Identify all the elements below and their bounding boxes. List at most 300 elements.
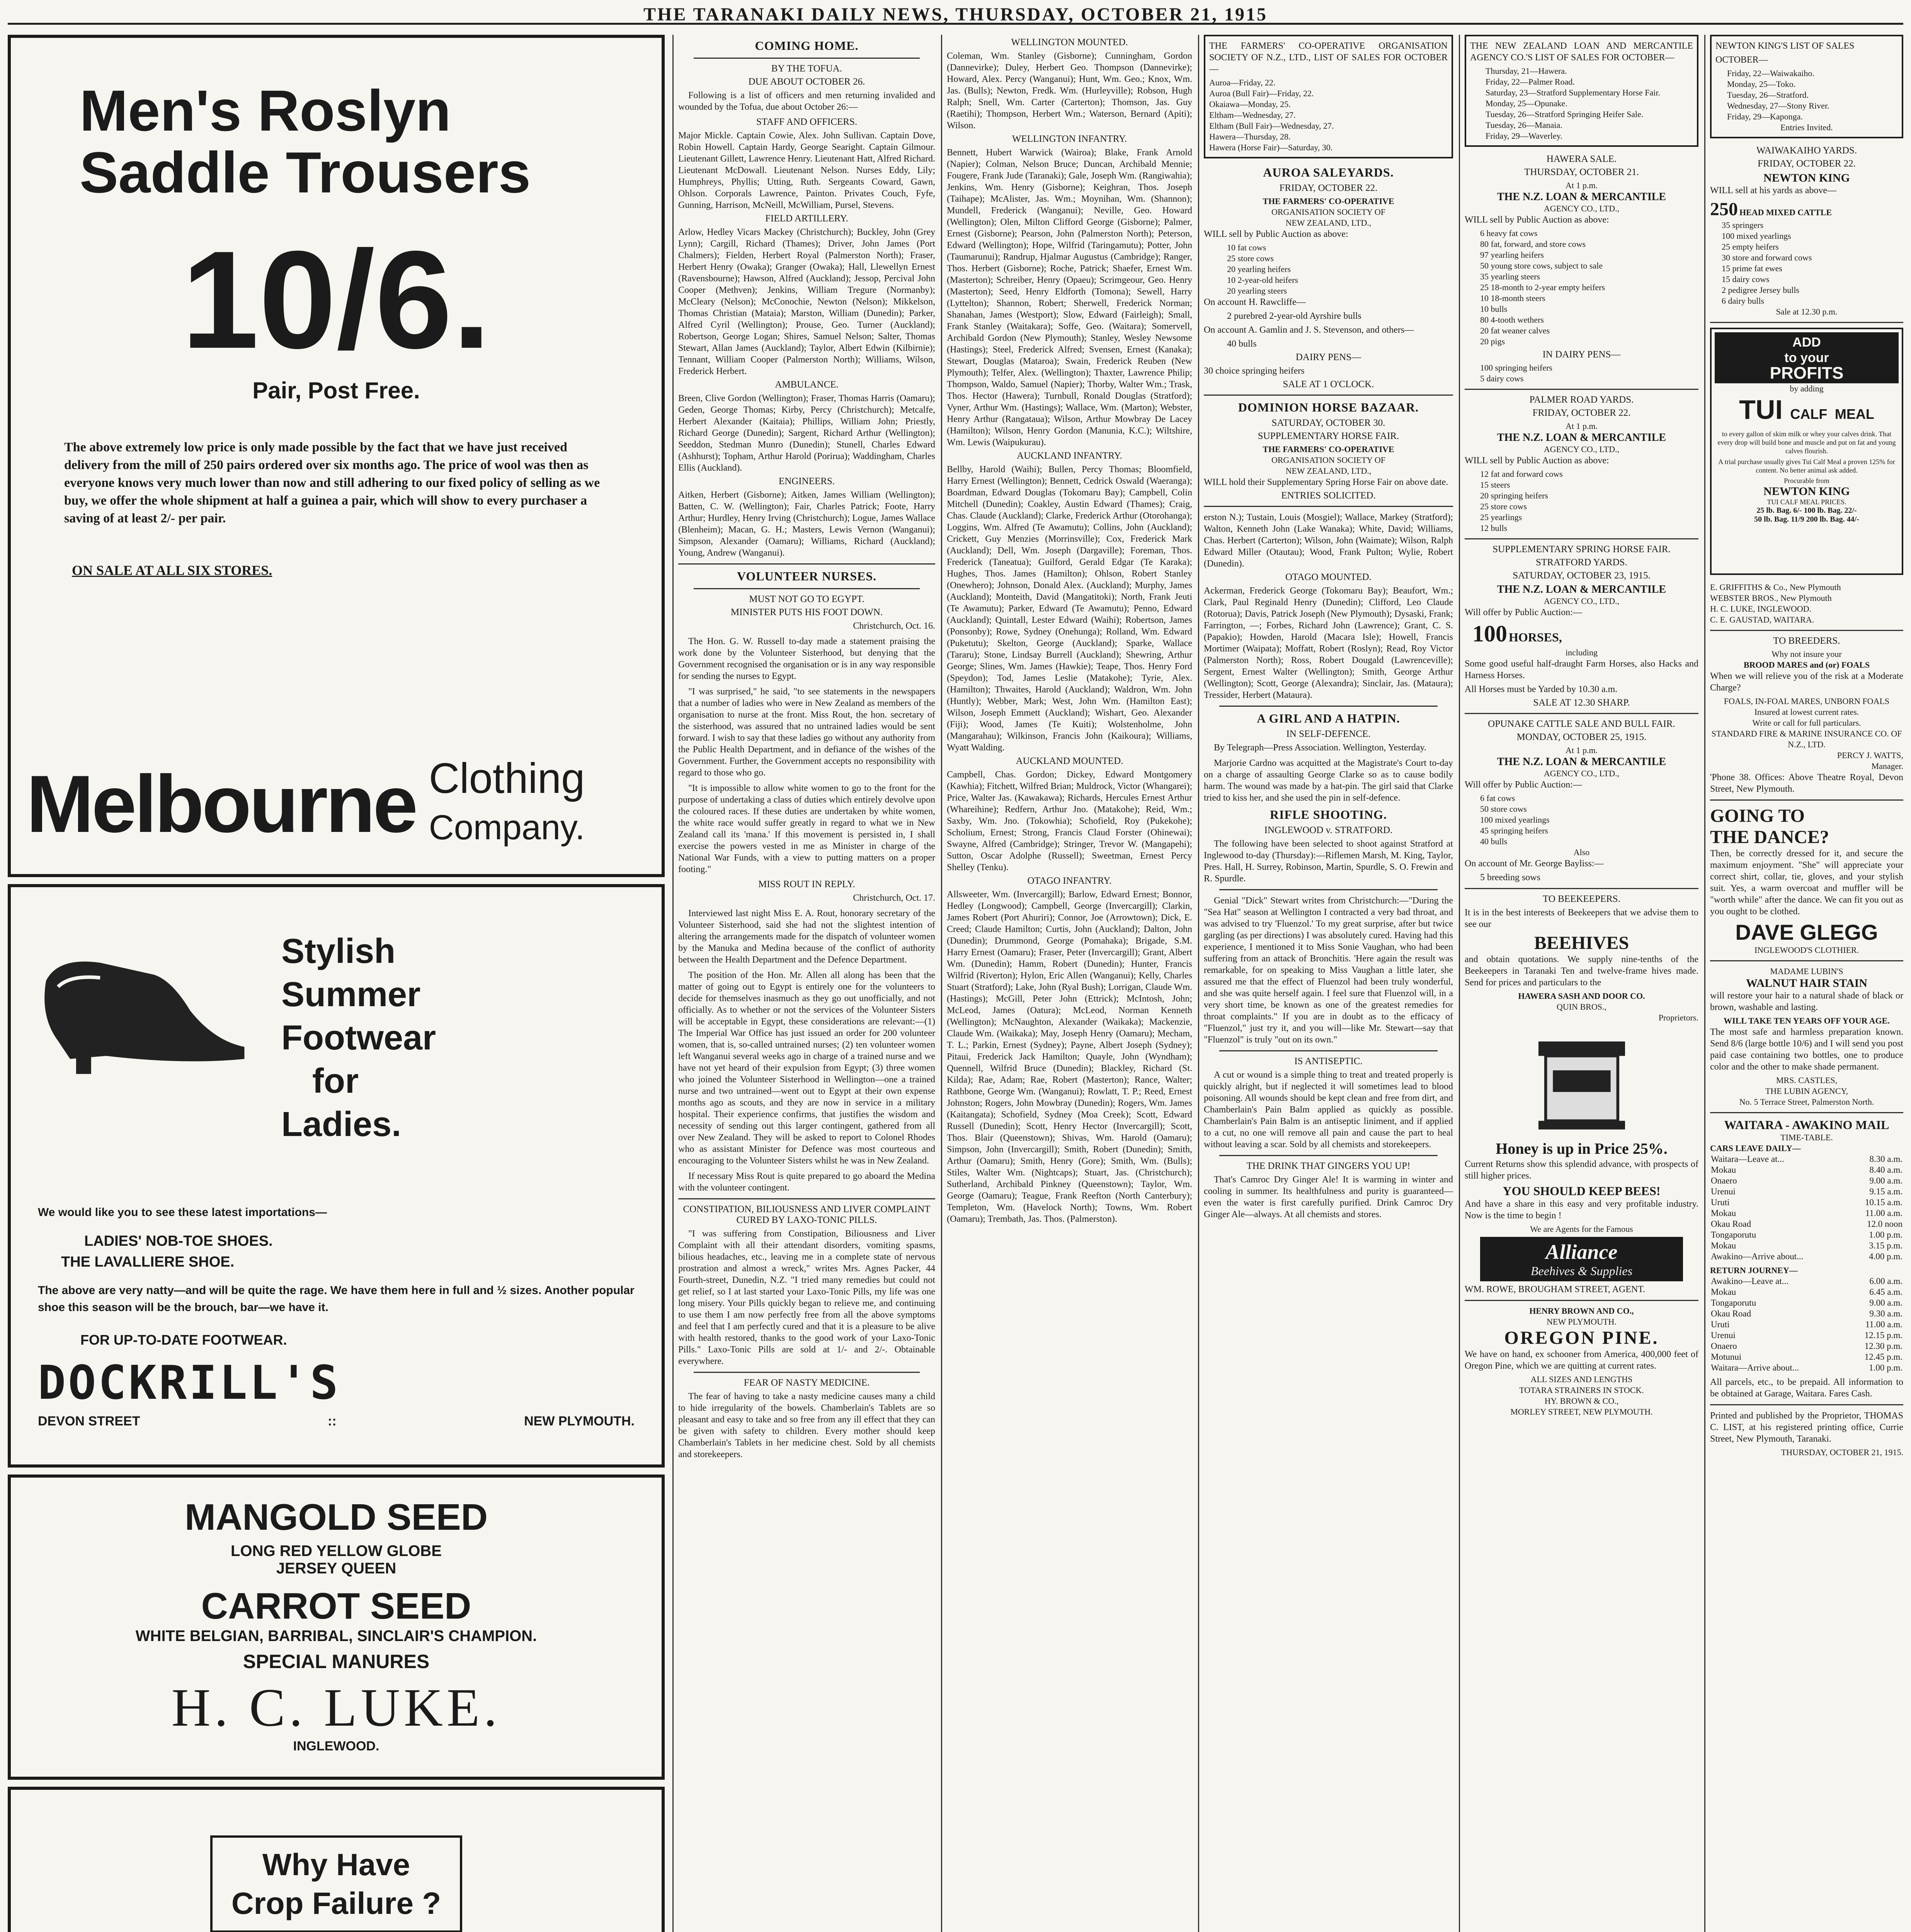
ad-heading: Footwear <box>281 1019 436 1057</box>
list-item: 12 bulls <box>1480 523 1508 533</box>
article-list: Major Mickle. Captain Cowie, Alex. John Sullivan. Captain Dove, Robin Howell. Captain Hardy, George Searight. Captain Gilmour. Lieutenant Gillett, Lawrence Henry. Lieutenant Hatt, Alfred Richard. Lieutenant McDowall. Lieutenant Nelson. Nurses Eddy, Lily; Humphreys, Phyllis; Utting, Ruth. Sergeants Coward, Gawn, Ohlson. Corporals Lawrence, Painton. Privates Couch, Fyfe, Gunning, Harrison, McNeill, McWilliam, Pursel, Stevens. <box>678 131 935 210</box>
ad-heading: OPUNAKE CATTLE SALE AND BULL FAIR. <box>1488 719 1675 729</box>
ad-text: All parcels, etc., to be prepaid. All information to be obtained at Garage, Waitara. Fares Cash. <box>1710 1377 1903 1399</box>
ad-on-sale: ON SALE AT ALL SIX STORES. <box>72 563 272 578</box>
stop-name: Uruti <box>1711 1320 1730 1329</box>
ad-text: On account H. Rawcliffe— <box>1204 297 1306 307</box>
ad-heading: TO BEEKEEPERS. <box>1543 894 1620 904</box>
list-item: Saturday, 23—Stratford Supplementary Horse Fair. <box>1486 88 1660 97</box>
stop-name: Mokau <box>1711 1208 1736 1218</box>
company: THE N.Z. LOAN & MERCANTILE <box>1497 432 1666 444</box>
article-list: Arlow, Hedley Vicars Mackey (Christchurch); Buckley, John (Grey Lynn); Cargill, Richard (Thames); Driver, John James (Port Chalmers); Fielden, Herbert Royal (Palmerston North); Fraser, Herbert Henry (Owaka); Granger (Owaka); Hall, Llewellyn Ernest (Ravensbourne); Hawson, Alfred (Auckland); Jessop, Percival John Cooper (Methven); Jenkins, William Tregure (Normanby); McCleary (Nelson); McConochie, Newton (Nelson); Mikkelson, Thomas Christian (Mataia); Marston, William (Dunedin); Parker, Alfred Cyril (Wellington); Prouse, Geo. Turner (Auckland); Robertson, George Logan; Shires, Samuel Nelson; Salter, Thomas Stewart, Allan James (Auckland); Taylor, Albert Edwin (Kilbirnie); Tennant, William Cooper (Palmerston North); Williams, Wilson, Frederick Herbert. <box>678 227 935 376</box>
list-item: 25 store cows <box>1227 253 1274 263</box>
article-paragraph: "I was surprised," he said, "to see statements in the newspapers that a number of ladies who were in New Zealand as members of the organisation to nurse at the front. Miss Rout, the hon. secretary of the sisterhood, was assured that no untrained ladies would be sent forward. I wish to say that these ladies go without any authority from the Public Health Department, and in defiance of the wishes of the Government. Further, the Government accepts no responsibility with regard to those who go. <box>678 687 935 778</box>
ad-heading: DOMINION HORSE BAZAAR. <box>1238 400 1419 414</box>
ad-text: 2 purebred 2-year-old Ayrshire bulls <box>1227 311 1361 321</box>
article-title: CONSTIPATION, BILIOUSNESS AND LIVER COMPLAINT CURED BY LAXO-TONIC PILLS. <box>683 1204 931 1225</box>
list-item: 100 mixed yearlings <box>1480 815 1550 825</box>
ad-text: And have a share in this easy and very profitable industry. Now is the time to begin ! <box>1465 1199 1698 1221</box>
ad-text: WILL sell by Public Auction as above: <box>1204 229 1348 239</box>
ad-text: On account of Mr. George Bayliss:— <box>1465 859 1604 869</box>
stop-time: 12.30 p.m. <box>1864 1341 1902 1351</box>
ad-text: Procurable from <box>1784 477 1829 485</box>
ad-text: TUI CALF MEAL PRICES. <box>1767 498 1846 506</box>
article-paragraph: Following is a list of officers and men returning invalided and wounded by the Tofua, due about October 26:— <box>678 90 935 112</box>
timetable-row <box>1710 1330 1903 1341</box>
list-item: Monday, 25—Toko. <box>1727 79 1796 89</box>
list-item: Friday, 22—Palmer Road. <box>1486 77 1575 87</box>
horse-count: 100 <box>1472 621 1507 646</box>
list-item: Auroa (Bull Fair)—Friday, 22. <box>1209 88 1314 98</box>
list-item: Tuesday, 26—Manaia. <box>1486 120 1562 130</box>
company: Manager. <box>1871 761 1903 771</box>
cattle-count: 250 <box>1710 199 1738 219</box>
company: NEWTON KING <box>1763 172 1850 184</box>
list-item: 25 store cows <box>1480 502 1527 511</box>
article-paragraph: If necessary Miss Rout is quite prepared to go aboard the Medina with the volunteer contingent. <box>678 1171 935 1193</box>
ad-text: Insured at lowest current rates. <box>1754 707 1859 717</box>
ad-question: Crop Failure ? <box>231 1886 441 1920</box>
store-name-2: Clothing <box>429 755 585 802</box>
ad-text: We would like you to see these latest importations— <box>38 1206 327 1219</box>
company: HY. BROWN & CO., <box>1544 1396 1619 1406</box>
company: MRS. CASTLES, <box>1776 1075 1838 1085</box>
masthead-title: THE TARANAKI DAILY NEWS, THURSDAY, OCTOBER 21, 1915 <box>643 4 1268 25</box>
list-item: 6 fat cows <box>1480 793 1515 803</box>
list-item: 100 springing heifers <box>1480 363 1552 372</box>
ad-date: FRIDAY, OCTOBER 22. <box>1532 408 1631 418</box>
list-item: 2 pedigree Jersey bulls <box>1722 285 1799 295</box>
list-item: 50 young store cows, subject to sale <box>1480 261 1603 270</box>
list-item: Friday, 29—Kaponga. <box>1727 112 1803 121</box>
ad-date: THURSDAY, OCTOBER 21. <box>1524 167 1639 177</box>
list-item: 35 yearling steers <box>1480 272 1540 281</box>
ad-text: Also <box>1573 847 1590 857</box>
article-list: Ackerman, Frederick George (Tokomaru Bay); Beaufort, Wm.; Clark, Paul Reginald Henry (Dunedin); Clifford, Leo Claude (Rotorua); Davis, Patrick Joseph (New Plymouth); Dysaski, Frank; Farrington, —; Forbes, Richard John (Lawrence); Grant, C. S. (Papakio); Howden, Harold (Macara Isle); Howell, Francis Mortimer (Waipata); Moffatt, Robert (Roslyn); Read, Roy Victor (Palmerston North); Ross, Robert Dougald (Lawrenceville); Sergent, Ernest Walter (Wellington); Smith, George Arthur (Wellington); Scott, George (Alexandra); Sinclair, Jas. (Mataura); Tressider, Herbert (Mataura). <box>1204 586 1453 700</box>
article-list: Bellby, Harold (Waihi); Bullen, Percy Thomas; Bloomfield, Harry Ernest (Wellington); Bennett, Cedrick Oswald (Waeranga); Boardman, Edward Douglas (Tokomaru Bay); Campbell, Colin Mitchell (Dunedin); Coakley, Austin Edward (Thames); Craig, Chas. Claude (Auckland); Clarke, Frederick Arthur (Otorohanga); Loggins, Wm. Alfred (Te Awamutu); Collins, John (Auckland); Crickett, Guy Menzies (Morrinsville); Cox, Frederick Mark (Auckland); Dell, Wm. Joseph (Dargaville); Foreman, Thos. Frederick (Taneatua); Guilford, Gerald Edgar (Te Karaka); Hughes, Thos. James (Hamilton); Ohlson, Robert Stanley (Onewhero); Johnson, Donald Alex. (Auckland); Murphy, James (Auckland); Monteith, David (Mangatitoki); North, Frank Jeuti (Te Awamutu); Parker, Edward (Te Awamutu); Penno, Edward (Auckland); Quintall, Lester Edward (Waihi); Robertson, James (Ponsonby); Rowe, Sydney (Onehunga); Rolland, Wm. Edward (Puketutu); Skelton, George (Auckland); Sparke, Wallace (Tararu); Stone, Lindsay Burrell (Auckland); Shewring, Arthur George; Slines, Wm. James (Hawkie); Teape, Thos. Henry Ford (Speydon); Tod, James Leslie (Matakohe); Tyrie, Alex. (Hamilton); Thwaites, Harold (Auckland); Waldron, Wm. John (Huntly); Webber, Mark; West, John Wm. (Hamilton East); Wilson, Joseph Emmett (Auckland); Wishart, Geo. Alexander (Fiji); Wood, James (Te Kuiti); Wolstenholme, John (Mangarahau); Wilkinson, Francis John (Kaikoura); Williams, Wyatt Walding. <box>947 464 1192 753</box>
list-item: Hawera (Horse Fair)—Saturday, 30. <box>1209 143 1333 152</box>
column-rule <box>1459 35 1460 1932</box>
timetable-row <box>1710 1175 1903 1186</box>
ad-text: Why not insure your <box>1771 649 1842 659</box>
article-paragraph: The fear of having to take a nasty medicine causes many a child to hide irregularity of the bowels. Chamberlain's Tablets are so pleasant and easy to take and so free from any ill effect that they can be given with safety to children. Every mother should keep Chamberlain's Tablets in her medicine chest. Sold by all chemists and storekeepers. <box>678 1391 935 1459</box>
list-item: 10 2-year-old heifers <box>1227 275 1298 285</box>
article-paragraph: The position of the Hon. Mr. Allen all along has been that the matter of going out to Egypt is entirely one for the volunteers to decide for themselves inasmuch as they go out unofficially, and not officially. As to whether or not the services of the Volunteer Sisters will be acceptable in Egypt, these considerations are relevant:—(1) The Imperial War Office has just issued an order for 200 volunteer women, that is, so-called untrained nurses; (2) ten volunteer women left Wanganui several weeks ago in charge of a trained nurse and we have not yet heard of their expulsion from Egypt; (3) three women who joined the Volunteer Sisterhood in Wellington—one a trained nurse and two untrained—went out to Egypt at their own expense months ago as scouts, and they are now in service in a military hospital. Their experience confirms, that justifies the wisdom and necessity of sending out this larger contingent, gathered from all over New Zealand. They will be asked to report to Colonel Rhodes who as assistant Minister for Defence was most courteous and encouraging to the Volunteer Sisters whilst he was in New Zealand. <box>678 970 935 1166</box>
ad-heading: GOING TO <box>1710 806 1805 826</box>
store-name: DOCKRILL'S <box>38 1356 340 1410</box>
column-5 <box>1465 35 1698 1932</box>
store-street: DEVON STREET <box>38 1414 140 1429</box>
luke-seed-ad <box>8 1475 665 1780</box>
store-name: Melbourne <box>26 759 416 849</box>
stop-time: 9.15 a.m. <box>1869 1187 1902 1196</box>
company: THE N.Z. LOAN & MERCANTILE <box>1497 583 1666 595</box>
shoe-illustration <box>34 941 250 1080</box>
stop-time: 3.15 p.m. <box>1869 1241 1902 1250</box>
ad-text: 40 bulls <box>1227 339 1257 349</box>
ad-heading: Summer <box>281 975 421 1014</box>
list-item: 25 yearlings <box>1480 512 1522 522</box>
stop-time: 1.00 p.m. <box>1869 1363 1902 1372</box>
company: HENRY BROWN AND CO., <box>1529 1306 1634 1316</box>
timetable-row <box>1710 1298 1903 1308</box>
ad-date: SATURDAY, OCTOBER 30. <box>1271 418 1385 428</box>
timetable-row <box>1710 1276 1903 1287</box>
ad-text: TOTARA STRAINERS IN STOCK. <box>1519 1385 1644 1395</box>
stop-time: 1.00 p.m. <box>1869 1230 1902 1240</box>
ad-date: SATURDAY, OCTOBER 23, 1915. <box>1513 570 1651 581</box>
article-subtitle: MUST NOT GO TO EGYPT. <box>749 594 864 604</box>
timetable-row <box>1710 1308 1903 1319</box>
stop-name: Waitara—Leave at... <box>1711 1154 1784 1164</box>
list-item: Tuesday, 26—Stratford Springing Heifer Sale. <box>1486 109 1644 119</box>
ad-text: including <box>1565 648 1598 657</box>
ad-text: CARS LEAVE DAILY— <box>1710 1143 1801 1153</box>
ad-text: We are Agents for the Famous <box>1530 1224 1633 1234</box>
dateline: Christchurch, Oct. 17. <box>853 893 935 903</box>
section-heading: WELLINGTON INFANTRY. <box>1012 134 1127 144</box>
list-item: 80 4-tooth wethers <box>1480 315 1544 325</box>
ad-tag: FOR UP-TO-DATE FOOTWEAR. <box>80 1332 287 1348</box>
brand-name: Beehives & Supplies <box>1530 1264 1633 1278</box>
article-paragraph: Genial "Dick" Stewart writes from Christchurch:—"During the "Sea Hat" season at Wellington I contracted a very bad throat, and was advised to try 'Fluenzol.' To my great surprise, after but twice gargling (as per directions) I was absolutely cured. Having had this experience, I mentioned it to Miss Sonie Vaughan, who had been suffering from an attack of Bronchitis. 'Here again the result was remarkable, for on speaking to Miss Vaughan a little later, she assured me that the effect of Fluenzol had been truly wonderful, and she was quite herself again. I feel sure that Fluenzol will, in a very short time, be known as one of the greatest remedies for throat complaints." If you are in doubt as to the efficacy of "Fluenzol," just try it, and you will—like Mr. Stewart—say that "Fluenzol" is truly "out on its own." <box>1204 896 1453 1045</box>
timetable-row <box>1710 1197 1903 1208</box>
store-name: H. C. LUKE. <box>171 1678 501 1738</box>
ad-text: and obtain quotations. We supply nine-tenths of the Beekeepers in Taranaki Ten and twelve-frame hives made. Send for prices and particulars to the <box>1465 954 1698 988</box>
ad-heading: BROOD MARES and (or) FOALS <box>1743 660 1870 670</box>
ad-heading: for <box>312 1062 359 1100</box>
ad-heading: WILL TAKE TEN YEARS OFF YOUR AGE. <box>1724 1016 1890 1026</box>
stop-name: Mokau <box>1711 1165 1736 1175</box>
stop-name: Tongaporutu <box>1711 1230 1756 1240</box>
company: STANDARD FIRE & MARINE INSURANCE CO. OF N.Z., LTD. <box>1711 729 1902 749</box>
ad-text: A trial purchase usually gives Tui Calf Meal a proven 125% for content. No better animal ask added. <box>1718 458 1895 474</box>
company: ORGANISATION SOCIETY OF <box>1271 455 1385 465</box>
section-heading: AMBULANCE. <box>775 379 839 390</box>
stop-name: Awakino—Leave at... <box>1711 1276 1788 1286</box>
company: THE FARMERS' CO-OPERATIVE <box>1263 196 1394 206</box>
stop-time: 9.30 a.m. <box>1869 1309 1902 1318</box>
stop-time: 12.45 p.m. <box>1864 1352 1902 1362</box>
ad-text: 5 breeding sows <box>1480 872 1540 883</box>
stop-time: 10.15 a.m. <box>1865 1197 1902 1207</box>
dateline: Christchurch, Oct. 16. <box>853 621 935 631</box>
article-list: Breen, Clive Gordon (Wellington); Fraser, Thomas Harris (Oamaru); Geden, George Thomas; Kirby, Percy (Christchurch); Metcalfe, Herbert Alexander (Kaitaia); Phillips, William John; Priestly, Richard George (Dunedin); Sargent, Richard Arthur (Wellington); Seeddon, Stedman Munro (Dunedin); Stunell, Charles Edward (Ashhurst); Topham, Arthur Harold (Porirua); Waddingham, Charles Ellis (Auckland). <box>678 393 935 473</box>
article-title: VOLUNTEER NURSES. <box>737 569 877 583</box>
ad-heading: Honey is up in Price 25%. <box>1496 1140 1668 1157</box>
agent-line: E. GRIFFITHS & Co., New Plymouth <box>1710 582 1841 592</box>
ad-heading: HAWERA SALE. <box>1546 154 1617 164</box>
list-item: 6 dairy bulls <box>1722 296 1764 306</box>
timetable-row <box>1710 1230 1903 1240</box>
column-rule <box>941 35 942 1932</box>
dateline: By Telegraph—Press Association. Wellington, Yesterday. <box>1214 743 1426 753</box>
timetable-row <box>1710 1352 1903 1362</box>
company: MORLEY STREET, NEW PLYMOUTH. <box>1510 1407 1653 1417</box>
company: NEW PLYMOUTH. <box>1547 1317 1617 1327</box>
brand-name: Alliance <box>1545 1240 1618 1264</box>
list-item: 20 yearling steers <box>1227 286 1287 296</box>
masthead-rule <box>8 23 1903 25</box>
ad-subheading: LONG RED YELLOW GLOBE <box>231 1543 442 1560</box>
stop-name: Mokau <box>1711 1241 1736 1250</box>
ad-question: Why Have <box>262 1847 410 1882</box>
stop-name: Urenui <box>1711 1330 1736 1340</box>
article-paragraph: "I was suffering from Constipation, Biliousness and Liver Complaint with all their attendant disorders, vomiting spasms, bilious headaches, etc., leaving me in a complete state of nervous prostration and almost a wreck," writes Mrs. Agnes Packer, 44 Fourth-street, Dunedin, N.Z. "I tried many remedies but could not get relief, so I at last started your Laxo-Tonic Pills, my life was one long misery. Your Pills quickly began to relieve me, and continuing to use them I am now perfectly free from all the above symptoms and feel that I am perfectly cured and that it is a pleasure to be alive with health restored, thanks to the good work of your Laxo-Tonic Pills." Laxo-Tonic Pills are sold at 1/- and 2/-. Obtainable everywhere. <box>678 1229 935 1366</box>
article-list: erston N.); Tustain, Louis (Mosgiel); Wallace, Markey (Stratford); Walton, Kenneth John (Lake Wanaka); White, David; Williams, Chas. Herbert (Carterton); Wilson, John (Waimate); Wilson, Ralph Edward Miller (Otautau); Wood, Frank Pulton; Wylie, Robert (Dunedin). <box>1204 512 1453 569</box>
article-paragraph: "It is impossible to allow white women to go to the front for the purpose of undertaking a class of duties which entirely devolve upon the coloured races. If these duties are undertaken by white women, the white race would suffer greatly in regard to what we in New Zealand call its 'mana.' If this movement is persisted in, I shall exercise the powers vested in me as Minister in charge of the National War Funds, with a view to putting matters on a proper footing." <box>678 783 935 874</box>
ad-text: ALL SIZES AND LENGTHS <box>1530 1374 1633 1384</box>
masthead <box>0 0 1911 27</box>
stop-time: 12.15 p.m. <box>1864 1330 1902 1340</box>
ad-text: The above are very natty—and will be quite the rage. We have them here in full and ½ sizes. Another popular shoe this season will be the brouch, bar—we have it. <box>38 1284 635 1314</box>
list-item: 50 store cows <box>1480 804 1527 814</box>
ad-subheading: TIME-TABLE. <box>1780 1133 1833 1142</box>
company: AGENCY CO., LTD., <box>1543 596 1620 606</box>
ad-heading: MADAME LUBIN'S <box>1770 966 1843 976</box>
beehive-icon <box>1508 1027 1655 1135</box>
sales-list <box>1209 77 1448 153</box>
column-rule <box>672 35 674 1932</box>
ad-heading: TO BREEDERS. <box>1773 636 1840 646</box>
agent-line: H. C. LUKE, INGLEWOOD. <box>1710 604 1812 614</box>
ad-date: FRIDAY, OCTOBER 22. <box>1758 158 1856 169</box>
ad-heading: BEEHIVES <box>1534 933 1629 953</box>
list-item: 10 bulls <box>1480 304 1508 314</box>
price-line: 25 lb. Bag. 6/- 100 lb. Bag. 22/- <box>1756 506 1857 515</box>
company: NEWTON KING <box>1763 485 1850 498</box>
article-list: Bennett, Hubert Warwick (Wairoa); Blake, Frank Arnold (Napier); Colman, Nelson Bruce; Duncan, Archibald Mennie; Fougere, Frank Jude (Taranaki); Gale, Joseph Wm. (Rangiwahia); Jenkins, Wm. Henry (Gisborne); Keighran, Thos. Joseph (Taihape); McAlister, Jas. Wm.; Moynihan, Wm. (Shannon); Mundell, Frederick (Wanganui); Neville, Geo. Howard (Wellington); Olen, Milton Clifford George (Gisborne); Palmer, Ernest (Gisborne); Pearson, John (Palmerston North); Peterson, Edward (Wellington); Hope, Wilfrid (Taringamutu); Potter, John (Taumarunui); Randrup, Hjalmar Augustus (Cambridge); Ranger, Thos. Herbert (Gisborne); Roche, Patrick; Shaefer, Ernest Wm. (Masterton); Schreiber, Henry (Opaeu); Scrimgeour, Geo. Henry (Masterton); Seed, Henry Eldforth (Tomona); Sewell, Harry (Lyttelton); Shannon, Robert; Sherwell, Frederick Norman; Shanahan, James (Westport); Slow, Edward (Fairleigh); Small, Frank Stanley (Waitakara); Soffe, Geo. (Waitara); Somervell, Archibald Gordon (New Plymouth); Stanley, Wesley Newsome (Hastings); Steel, Frederick Alfred; Svensen, Ernest (Kanaka); Stewart, Douglas (Mataroa); Swain, Frederick Reuben (New Plymouth); Telfer, Alex. (Wellington); Thaxter, Lawrence Philip; Thompson, Waldo, Samuel (Napier); Thorby, Walter Wm.; Trask, Thos. Hector (Hawera); Turnbull, Ronald Douglas (Stratford); Vyner, Arthur Wm. (Hastings); Wallace, Wm. (Marton); Webster, Henry Arthur (Rangataua); Wilson, Arthur Mowbray De Lacey (Hamilton); Wilson, Henry Gordon (Manunia, K.C.); Wiltshire, Wm. Lewis (Waipukurau). <box>947 148 1192 447</box>
section-heading: WELLINGTON MOUNTED. <box>1011 37 1128 48</box>
stop-time: 9.00 a.m. <box>1869 1176 1902 1185</box>
article-list: Campbell, Chas. Gordon; Dickey, Edward Montgomery (Kawhia); Fitchett, Wilfred Brian; Muldrock, Victor (Whangarei); Price, Walter Jas. (Kawakawa); Richards, Hercules Ernest Arthur (Whareihine); Redfern, Arthur Jno. (Matakohe); Reid, Wm.; Saxby, Wm. Jno. (Tokowhia); Schofield, Roy (Pukekohe); Scholium, Ernest; Strong, Francis Claud Forster (Ohinewai); Swayne, Alfred (Cambridge); Stringer, Trevor W. (Mangapehi); Sutton, Oscar Adolphe (Russell); Sweetman, Ernest Percy Shelley (Tenku). <box>947 770 1192 872</box>
sale-time: SALE AT 12.30 SHARP. <box>1533 697 1630 708</box>
stop-time: 9.00 a.m. <box>1869 1298 1902 1308</box>
ad-heading: OREGON PINE. <box>1504 1328 1659 1348</box>
roslyn-trousers-ad <box>8 35 665 877</box>
ad-heading: PALMER ROAD YARDS. <box>1529 395 1634 405</box>
ad-text: WILL sell by Public Auction as above: <box>1465 456 1609 466</box>
column-1 <box>8 35 665 1932</box>
list-item: Auroa—Friday, 22. <box>1209 78 1276 87</box>
timetable-row <box>1710 1186 1903 1197</box>
ad-heading: YOU SHOULD KEEP BEES! <box>1503 1184 1661 1198</box>
article-paragraph: Interviewed last night Miss E. A. Rout, honorary secretary of the Volunteer Sisterhood, said she had not the slightest intention of altering the arrangements made for the dispatch of volunteer women by the Manuka and Medina because of the conflict of authority between the Health Department and the Defence Department. <box>678 908 935 965</box>
ad-heading: AUROA SALEYARDS. <box>1263 165 1394 179</box>
list-item: Okaiawa—Monday, 25. <box>1209 99 1291 109</box>
stop-time: 6.45 a.m. <box>1869 1287 1902 1297</box>
list-item: 20 pigs <box>1480 337 1505 346</box>
webster-suttons-ad <box>8 1787 665 1932</box>
article-paragraph: The following have been selected to shoot against Stratford at Inglewood to-day (Thursday):—Riflemen Marsh, M. King, Taylor, Pres. Hall, H. Surrey, Robinson, Martin, Spurdle, S. O. Frewin and R. Spurdle. <box>1204 839 1453 884</box>
ad-subheading: SPECIAL MANURES <box>243 1651 430 1672</box>
list-item: Tuesday, 26—Stratford. <box>1727 90 1809 100</box>
stock-list <box>1227 242 1453 296</box>
ad-text: Entries Invited. <box>1780 122 1833 132</box>
stop-name: Mokau <box>1711 1287 1736 1297</box>
article-list: Coleman, Wm. Stanley (Gisborne); Cunningham, Gordon (Dannevirke); Duley, Herbert Geo. Thompson (Dannevirke); Howard, Alex. Percy (Wanganui); Hunt, Wm. Geo.; Knox, Wm. Jas. (Bulls); Newton, Fredk. Wm. (Hurleyville); Robson, Hugh Ralph; Snell, Wm. Carter (Carterton); Thomson, Jas. Guy (Raetihi); Thompson, Herbert Wm.; Waterson, Bernard (Apiti); Wilson. <box>947 51 1192 131</box>
article-title: A GIRL AND A HATPIN. <box>1257 711 1400 725</box>
company: AGENCY CO., LTD., <box>1543 204 1620 213</box>
stop-name: Awakino—Arrive about... <box>1711 1252 1804 1261</box>
ad-text: All Horses must be Yarded by 10.30 a.m. <box>1465 684 1618 694</box>
section-heading: FIELD ARTILLERY. <box>765 213 848 224</box>
column-4 <box>1204 35 1453 1932</box>
timetable-row <box>1710 1251 1903 1262</box>
company: THE N.Z. LOAN & MERCANTILE <box>1497 191 1666 203</box>
article-paragraph: Marjorie Cardno was acquitted at the Magistrate's Court to-day on a charge of assaulting George Clarke so as to cause bodily harm. The wound was made by a hat-pin. The girl said that Clarke tried to kiss her, and she used the pin in self-defence. <box>1204 758 1453 803</box>
article-title: FEAR OF NASTY MEDICINE. <box>744 1378 870 1388</box>
ad-text: WM. ROWE, BROUGHAM STREET, AGENT. <box>1465 1284 1646 1294</box>
imprint-date: THURSDAY, OCTOBER 21, 1915. <box>1781 1447 1903 1457</box>
column-rule <box>1704 35 1705 1932</box>
list-item: 20 springing heifers <box>1480 491 1548 500</box>
list-item: 40 bulls <box>1480 837 1508 846</box>
ad-heading: PROFITS <box>1770 364 1844 383</box>
ad-subheading: STRATFORD YARDS. <box>1536 557 1627 568</box>
column-rule <box>1198 35 1199 1932</box>
article-title: RIFLE SHOOTING. <box>1269 808 1387 821</box>
alliance-banner <box>1480 1237 1683 1281</box>
list-item: 10 fat cows <box>1227 243 1266 252</box>
timetable-row <box>1710 1219 1903 1230</box>
company: HAWERA SASH AND DOOR CO. <box>1518 991 1645 1001</box>
ad-text: Current Returns show this splendid advance, with prospects of still higher prices. <box>1465 1159 1698 1181</box>
stop-name: Motunui <box>1711 1352 1742 1362</box>
list-item: 80 fat, forward, and store cows <box>1480 239 1586 249</box>
price-line: 50 lb. Bag. 11/9 200 lb. Bag. 44/- <box>1754 515 1859 524</box>
list-item: Monday, 25—Opunake. <box>1486 99 1567 108</box>
list-item: 97 yearling heifers <box>1480 250 1544 260</box>
timetable-outbound <box>1710 1154 1903 1262</box>
imprint: Printed and published by the Proprietor, THOMAS C. LIST, at his registered printing office, Currie Street, New Plymouth, Taranaki. <box>1710 1411 1903 1444</box>
stock-list <box>1480 362 1698 384</box>
ad-text: will restore your hair to a natural shade of black or brown, washable and lasting. <box>1710 991 1903 1012</box>
stop-time: 8.40 a.m. <box>1869 1165 1902 1175</box>
ad-heading: THE FARMERS' CO-OPERATIVE ORGANISATION SOCIETY OF N.Z., LTD., LIST OF SALES FOR OCTOBER— <box>1209 41 1448 74</box>
sales-list <box>1486 66 1693 141</box>
timetable-row <box>1710 1165 1903 1175</box>
agent-line: C. E. GAUSTAD, WAITARA. <box>1710 615 1814 624</box>
timetable-row <box>1710 1362 1903 1373</box>
ad-heading: NEWTON KING'S LIST OF SALES <box>1715 41 1855 51</box>
company: AGENCY CO., LTD., <box>1543 769 1620 778</box>
column-2 <box>678 35 935 1932</box>
article-subtitle: INGLEWOOD v. STRATFORD. <box>1264 825 1393 835</box>
list-item: 35 springers <box>1722 220 1764 230</box>
ad-text: Will offer by Public Auction:— <box>1465 780 1582 790</box>
sale-time: SALE AT 1 O'CLOCK. <box>1283 379 1374 389</box>
timetable-row <box>1710 1208 1903 1219</box>
ad-item: THE LAVALLIERE SHOE. <box>61 1254 235 1270</box>
article-title: COMING HOME. <box>755 39 859 53</box>
stop-time: 4.00 p.m. <box>1869 1252 1902 1261</box>
brand-name: TUI <box>1739 395 1783 425</box>
company: THE N.Z. LOAN & MERCANTILE <box>1497 756 1666 768</box>
ad-subheading: SUPPLEMENTARY HORSE FAIR. <box>1258 431 1399 441</box>
stock-list <box>1722 220 1903 306</box>
store-name: DAVE GLEGG <box>1735 920 1878 944</box>
brand-name: CALF <box>1790 406 1828 422</box>
separator: :: <box>327 1414 337 1429</box>
ad-body: The above extremely low price is only made possible by the fact that we have just received delivery from the mill of 250 pairs ordered over six months ago. The price of wool was then as everyone knows very much lower than now and still adhering to our fixed policy of selling as we buy, we offer the whole shipment at half a guinea a pair, which will show to every purchaser a saving of at least 2/- per pair. <box>64 440 600 526</box>
ad-subheading: DAIRY PENS— <box>1295 352 1361 362</box>
ad-text: Some good useful half-draught Farm Horses, also Hacks and Harness Horses. <box>1465 659 1698 680</box>
section-heading: AUCKLAND INFANTRY. <box>1017 451 1122 461</box>
list-item: 12 fat and forward cows <box>1480 469 1563 479</box>
ad-heading: WALNUT HAIR STAIN <box>1746 977 1867 990</box>
list-item: 6 heavy fat cows <box>1480 228 1538 238</box>
ad-subheading: ENTRIES SOLICITED. <box>1281 490 1376 501</box>
ad-text: We have on hand, ex schooner from America, 400,000 feet of Oregon Pine, which we are quitting at current rates. <box>1465 1349 1698 1371</box>
tui-calf-meal-ad <box>1710 328 1903 575</box>
section-heading: ENGINEERS. <box>778 476 835 486</box>
section-heading: STAFF AND OFFICERS. <box>756 117 858 127</box>
ad-text: The most safe and harmless preparation known. Send 8/6 (large bottle 10/6) and I will send you post paid case containing two bottles, one to produce color and the other to make shade permanent. <box>1710 1027 1903 1072</box>
ad-heading: ADD <box>1792 335 1821 350</box>
ad-subheading: JERSEY QUEEN <box>276 1560 396 1577</box>
nzloan-sales-list <box>1465 35 1698 147</box>
ad-heading: Stylish <box>281 932 396 971</box>
article-paragraph: The Hon. G. W. Russell to-day made a statement praising the work done by the Volunteer Sisterhood, but denying that the Government recognised the organisation or is in any way responsible for sending the nurses to Egypt. <box>678 636 935 681</box>
ad-date: FRIDAY, OCTOBER 22. <box>1279 183 1378 193</box>
article-subtitle: BY THE TOFUA. <box>771 63 842 74</box>
ad-price-note: Pair, Post Free. <box>252 378 420 403</box>
article-title: IS ANTISEPTIC. <box>1294 1056 1363 1066</box>
ad-text: OCTOBER— <box>1715 55 1768 65</box>
timetable-row <box>1710 1154 1903 1165</box>
store-town: INGLEWOOD'S CLOTHIER. <box>1754 945 1859 955</box>
ad-text: WILL sell by Public Auction as above: <box>1465 215 1609 225</box>
farmers-sales-list <box>1204 35 1453 158</box>
company: THE LUBIN AGENCY, <box>1765 1086 1848 1096</box>
ad-heading: CARROT SEED <box>201 1585 471 1627</box>
list-item: 15 dairy cows <box>1722 274 1770 284</box>
company: NEW ZEALAND, LTD., <box>1285 218 1372 228</box>
list-item: 10 18-month steers <box>1480 293 1545 303</box>
list-item: 20 fat weaner calves <box>1480 326 1550 335</box>
ad-text: HORSES, <box>1509 630 1562 644</box>
sale-time: Sale at 12.30 p.m. <box>1776 307 1838 316</box>
list-item: Wednesday, 27—Stony River. <box>1727 101 1829 111</box>
store-name-3: Company. <box>429 808 585 847</box>
timetable-row <box>1710 1240 1903 1251</box>
stop-name: Okau Road <box>1711 1309 1751 1318</box>
ad-text: to every gallon of skim milk or whey your calves drink. That every drop will build bone and muscle and put on fat and young calves flourish. <box>1717 430 1896 455</box>
company: NEW ZEALAND, LTD., <box>1285 466 1372 476</box>
list-item: 45 springing heifers <box>1480 826 1548 835</box>
list-item: Thursday, 21—Hawera. <box>1486 66 1567 76</box>
list-item: 15 steers <box>1480 480 1510 490</box>
ad-text: HEAD MIXED CATTLE <box>1739 207 1832 217</box>
list-item: Friday, 29—Waverley. <box>1486 131 1562 141</box>
ad-text: On account A. Gamlin and J. S. Stevenson, and others— <box>1204 325 1414 335</box>
column-6 <box>1710 35 1903 1932</box>
list-item: Friday, 22—Waiwakaiho. <box>1727 68 1814 78</box>
article-subtitle: MINISTER PUTS HIS FOOT DOWN. <box>730 607 883 617</box>
article-title: THE DRINK THAT GINGERS YOU UP! <box>1246 1161 1411 1171</box>
article-list: Aitken, Herbert (Gisborne); Aitken, James William (Wellington); Batten, C. W. (Wellington); Fair, Charles Patrick; Foote, Harry Arthur; Hurdley, Henry Irving (Christchurch); Logue, James Wallace (Blenheim); Macan, G. H.; Masters, Lewis Vernon (Wanganui); Simpson, Alexander (Oamaru); Williams, Richard (Auckland); Young, Andrew (Wanganui). <box>678 490 935 558</box>
column-3 <box>947 35 1192 1932</box>
ad-subheading: WHITE BELGIAN, BARRIBAL, SINCLAIR'S CHAMPION. <box>135 1628 537 1645</box>
company: QUIN BROS., <box>1557 1002 1606 1012</box>
ad-heading: SUPPLEMENTARY SPRING HORSE FAIR. <box>1492 544 1671 554</box>
sale-time: At 1 p.m. <box>1565 745 1598 755</box>
dockrill-footwear-ad <box>8 884 665 1468</box>
list-item: 30 store and forward cows <box>1722 253 1812 262</box>
list-item: Eltham—Wednesday, 27. <box>1209 110 1296 120</box>
timetable-row <box>1710 1287 1903 1298</box>
